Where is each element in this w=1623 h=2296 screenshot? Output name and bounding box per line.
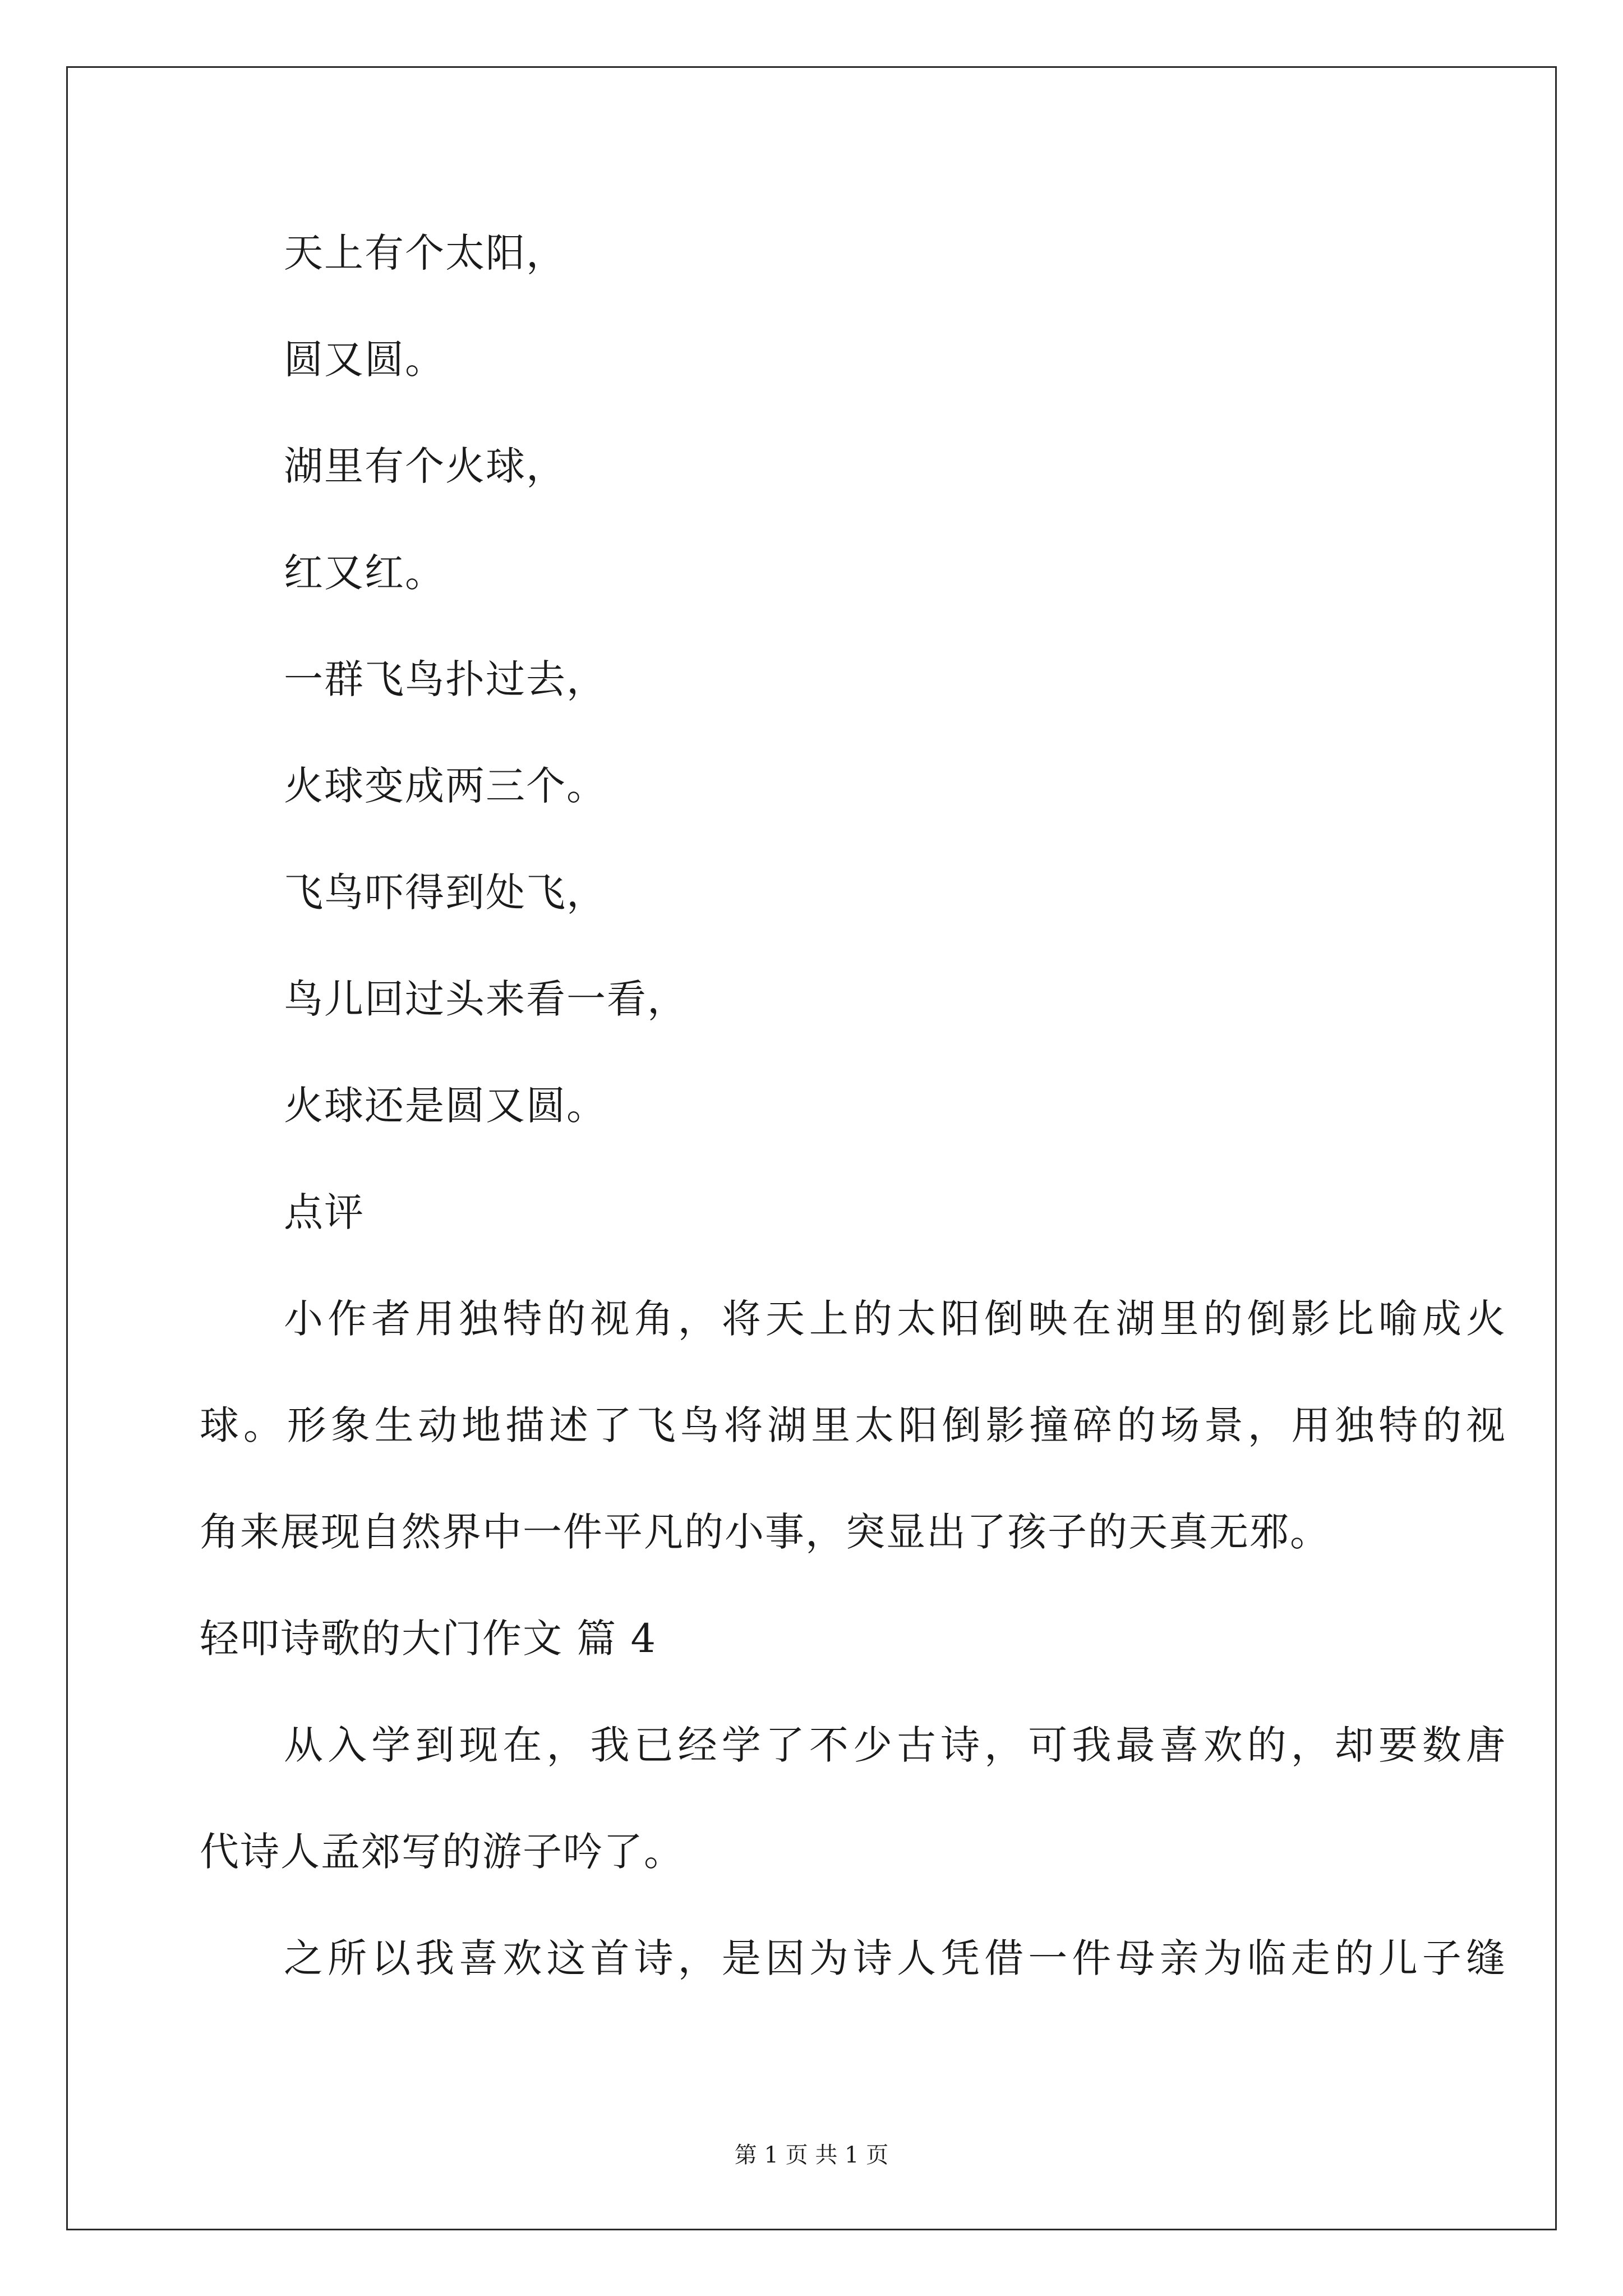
poem-line: 红又红。 [284, 550, 445, 596]
page-frame [66, 66, 1557, 2230]
comment-line: 球。形象生动地描述了飞鸟将湖里太阳倒影撞碎的场景，用独特的视 [200, 1403, 1506, 1448]
poem-line: 火球变成两三个。 [284, 763, 607, 809]
comment-line: 角来展现自然界中一件平凡的小事，突显出了孩子的天真无邪。 [200, 1509, 1330, 1555]
document-body [68, 68, 1555, 2229]
comment-line: 小作者用独特的视角，将天上的太阳倒映在湖里的倒影比喻成火 [284, 1296, 1506, 1341]
poem-line: 圆又圆。 [284, 337, 445, 383]
comment-heading: 点评 [284, 1189, 365, 1235]
page-footer: 第 1 页 共 1 页 [734, 2142, 889, 2168]
poem-line: 火球还是圆又圆。 [284, 1083, 607, 1129]
poem-line: 鸟儿回过头来看一看， [284, 976, 688, 1022]
paragraph-line: 代诗人孟郊写的游子吟了。 [200, 1829, 684, 1875]
poem-line: 天上有个太阳， [284, 230, 566, 276]
poem-line: 一群飞鸟扑过去， [284, 656, 607, 702]
poem-line: 飞鸟吓得到处飞， [284, 869, 607, 915]
paragraph-line: 之所以我喜欢这首诗，是因为诗人凭借一件母亲为临走的儿子缝 [284, 1936, 1506, 1981]
paragraph-line: 从入学到现在，我已经学了不少古诗，可我最喜欢的，却要数唐 [284, 1723, 1506, 1768]
section-title: 轻叩诗歌的大门作文 篇 4 [200, 1616, 657, 1662]
poem-line: 湖里有个火球， [284, 443, 566, 489]
